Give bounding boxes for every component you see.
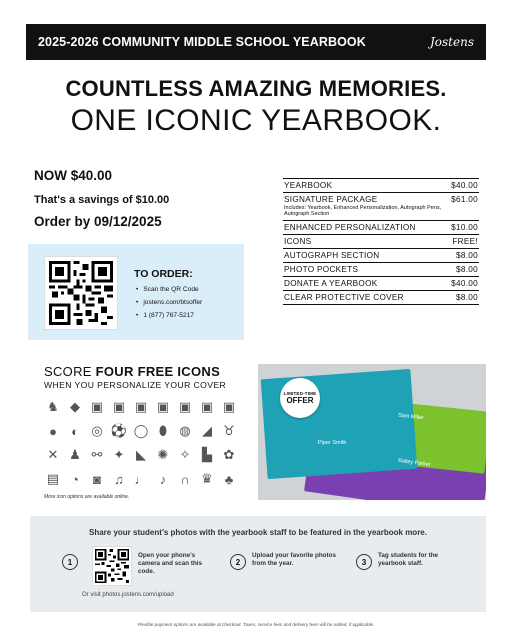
camera-icon: ◙ — [93, 471, 101, 487]
book-icon: ▤ — [46, 471, 60, 486]
header-bar — [26, 24, 486, 60]
qr-code-icon — [49, 261, 113, 325]
skate-icon: ◢ — [202, 423, 212, 438]
dumbbell-icon: ⚯ — [91, 447, 103, 462]
step-2-number: 2 — [230, 554, 246, 570]
fine-print: Flexible payment options are available at checkout. Taxes, service fees and delivery fees will be added, if applicable. — [137, 622, 375, 627]
share-step-2 — [230, 552, 338, 570]
runner-icon: ♟ — [69, 447, 81, 462]
price-note: Includes: Yearbook, Enhanced Personalization, Autograph Pens, Autograph Section — [284, 205, 442, 218]
price-label-text: DONATE A YEARBOOK — [284, 278, 378, 288]
badge-top-text: LIMITED-TIME — [283, 391, 317, 396]
price-row — [283, 249, 479, 263]
cover-name-2: Sam Miller — [397, 412, 425, 422]
cover-name-1: Piper Smith — [318, 440, 347, 446]
bull-icon: ♉ — [223, 423, 235, 438]
price-row — [283, 221, 479, 235]
price-row — [283, 193, 479, 221]
price-label-text: SIGNATURE PACKAGE — [284, 195, 378, 204]
price-row — [283, 263, 479, 277]
jostens-logo: Jostens — [429, 35, 474, 49]
price-row — [283, 277, 479, 291]
price-label-text: AUTOGRAPH SECTION — [284, 250, 380, 260]
swimmer-icon: ◣ — [136, 447, 146, 462]
price-label-text: YEARBOOK — [284, 181, 333, 190]
baseball-icon: ◎ — [91, 423, 103, 438]
price-label — [284, 251, 379, 260]
dancer-icon: ✧ — [179, 447, 191, 462]
icon-grid — [44, 398, 244, 494]
icons-heading — [44, 364, 220, 379]
price-label — [284, 223, 416, 232]
trophy-icon: ♛ — [201, 471, 213, 486]
theater-icon: ▙ — [202, 447, 212, 462]
order-box — [28, 244, 244, 340]
price-label — [284, 279, 378, 288]
price-row — [283, 179, 479, 193]
price-value: $40.00 — [451, 278, 478, 288]
share-step-1 — [62, 552, 84, 570]
price-value: $10.00 — [451, 222, 478, 232]
hockey-icon: ✕ — [47, 447, 59, 462]
icons-heading-bold: FOUR FREE ICONS — [95, 364, 221, 379]
header-title: 2025-2026 COMMUNITY MIDDLE SCHOOL YEARBOOK — [38, 35, 366, 49]
price-value: $40.00 — [451, 181, 478, 190]
tennis-ball-icon: ◯ — [133, 423, 149, 438]
basketball-icon: ● — [49, 423, 57, 439]
order-option-scan: • Scan the QR Code — [136, 286, 202, 293]
microphone-icon: ♩ — [134, 471, 148, 487]
step-3-number: 3 — [356, 554, 372, 570]
price-label-text: PHOTO POCKETS — [284, 264, 359, 274]
helmet-icon: ◐ — [71, 423, 79, 439]
price-value: FREE! — [452, 236, 478, 246]
headline-line2: ONE ICONIC YEARBOOK. — [70, 104, 442, 137]
icons-heading-prefix: SCORE — [44, 364, 96, 379]
price-label — [284, 237, 311, 246]
price-label — [284, 293, 404, 302]
price-row — [283, 235, 479, 249]
share-step-1-text — [138, 552, 212, 576]
order-option-link[interactable]: • jostens.com/btsoffer — [136, 299, 202, 306]
order-option-phone[interactable]: • 1 (877) 767-5217 — [136, 312, 202, 319]
step-1-number: 1 — [62, 554, 78, 570]
order-qr-code[interactable] — [44, 256, 118, 330]
price-label-text: ENHANCED PERSONALIZATION — [284, 222, 416, 232]
savings-text: That's a savings of $10.00 — [34, 194, 170, 206]
price-label — [284, 181, 332, 190]
cheerleader-icon: ✦ — [113, 447, 125, 462]
volleyball-icon: ◍ — [179, 423, 191, 438]
eagle-icon: ♞ — [47, 399, 59, 414]
paw-icon: ✿ — [223, 447, 235, 462]
price-label-text: ICONS — [284, 236, 312, 246]
upload-link[interactable]: Or visit photos.jostens.com/upload — [82, 592, 174, 598]
headphones-icon: ∩ — [180, 471, 190, 487]
guitar-icon: ♪ — [159, 471, 167, 487]
step-2-text: Upload your favorite photos from the year. — [252, 552, 336, 567]
rugby-ball-icon: ⬮ — [158, 423, 168, 438]
share-title: Share your student’s photos with the yearbook staff to be featured in the yearbook more. — [89, 528, 427, 537]
share-step-3 — [356, 552, 464, 570]
price-value: $61.00 — [451, 195, 478, 204]
price-list — [283, 178, 479, 305]
step-1-text: Open your phone’s camera and scan this code. — [138, 552, 203, 575]
price-value: $8.00 — [456, 292, 478, 302]
more-icons-note: More icon options are available online. — [44, 494, 130, 500]
year-26-icon: ▣ — [134, 399, 148, 414]
icons-subheading: WHEN YOU PERSONALIZE YOUR COVER — [44, 380, 227, 390]
share-qr-code[interactable] — [92, 546, 132, 586]
graduation-cap-icon: ◆ — [70, 399, 80, 414]
order-title: TO ORDER: — [134, 268, 193, 280]
order-options-list — [136, 286, 202, 325]
year-26-icon: ▣ — [200, 399, 214, 414]
price-label — [284, 265, 358, 274]
price-value: $8.00 — [456, 250, 478, 260]
year-26-icon: ▣ — [222, 399, 236, 414]
limited-offer-badge — [280, 378, 320, 418]
cover-name-3: Bailey Parker — [397, 457, 431, 469]
badge-main-text: OFFER — [286, 396, 314, 405]
soccer-ball-icon: ⚽ — [110, 423, 128, 438]
price-value: $8.00 — [456, 264, 478, 274]
yearbook-photo — [258, 364, 486, 500]
year-26-icon: ▣ — [156, 399, 170, 414]
year-26-icon: ▣ — [90, 399, 104, 414]
price-label — [284, 195, 451, 218]
music-note-icon: ♫ — [114, 471, 124, 487]
price-row — [283, 291, 479, 305]
order-by-date: Order by 09/12/2025 — [34, 214, 162, 229]
price-label-text: CLEAR PROTECTIVE COVER — [284, 292, 404, 302]
headline-line1: COUNTLESS AMAZING MEMORIES. — [65, 76, 447, 101]
step-3-text: Tag students for the yearbook staff. — [378, 552, 439, 567]
price-now: NOW $40.00 — [34, 168, 113, 183]
year-26-icon: ▣ — [178, 399, 192, 414]
palette-icon: ◔ — [71, 471, 79, 487]
gamepad-icon: ♣ — [224, 471, 234, 487]
qr-code-icon — [95, 549, 129, 583]
pom-pom-icon: ✺ — [157, 447, 169, 462]
year-26-icon: ▣ — [112, 399, 126, 414]
photo-share-box — [30, 516, 486, 612]
